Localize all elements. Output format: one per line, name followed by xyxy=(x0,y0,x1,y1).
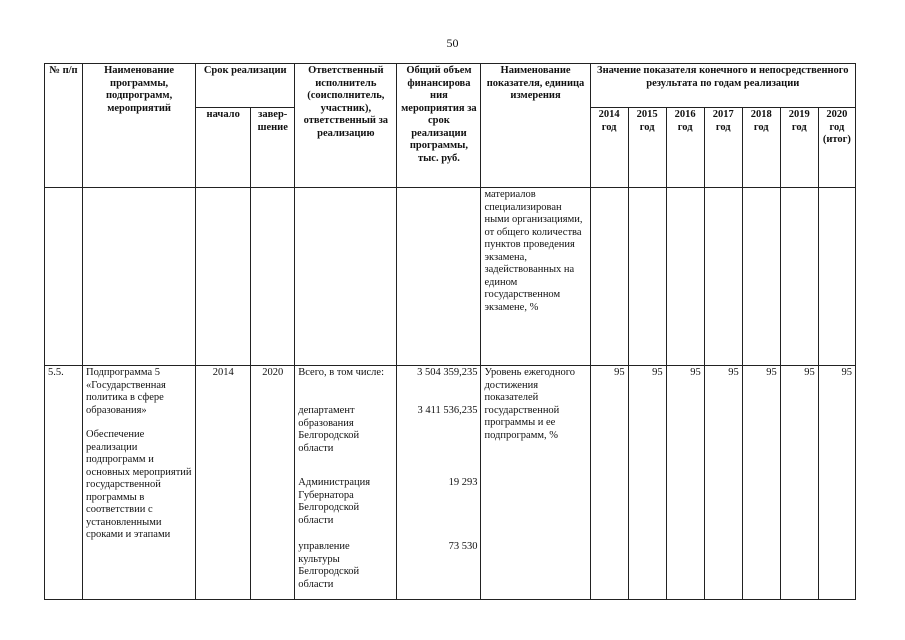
header-values: Значение показателя конечного и непосредственного результата по годам реализации xyxy=(590,64,855,108)
header-num: № п/п xyxy=(45,64,83,188)
row-indicator: Уровень ежегодного достижения показателей государственной программы и ее подпрограмм, % xyxy=(481,366,590,600)
header-row-1 xyxy=(45,64,856,108)
page-number: 50 xyxy=(446,36,459,50)
value-2014: 95 xyxy=(590,366,628,600)
header-year-2016: 2016 год xyxy=(666,108,704,188)
header-start: начало xyxy=(196,108,251,188)
funding-education-dept: 3 411 536,235 xyxy=(417,405,478,416)
responsible-education-dept: департамент образования Белгородской области xyxy=(298,405,360,454)
header-indicator: Наименование показателя, единица измерения xyxy=(481,64,590,188)
responsible-culture-dept: управление культуры Белгородской области xyxy=(298,541,360,590)
row-responsible xyxy=(295,366,397,600)
header-year-2014: 2014 год xyxy=(590,108,628,188)
funding-total: 3 504 359,235 xyxy=(417,367,478,378)
value-2015: 95 xyxy=(628,366,666,600)
value-2020: 95 xyxy=(818,366,855,600)
header-year-2018: 2018 год xyxy=(742,108,780,188)
header-term: Срок реализации xyxy=(196,64,295,108)
responsible-governor-admin: Администрация Губернатора Белгородской области xyxy=(298,477,371,526)
program-table xyxy=(44,63,856,600)
value-2018: 95 xyxy=(742,366,780,600)
header-year-2017: 2017 год xyxy=(704,108,742,188)
value-2017: 95 xyxy=(704,366,742,600)
funding-governor-admin: 19 293 xyxy=(448,477,478,488)
row-num: 5.5. xyxy=(45,366,83,600)
responsible-total: Всего, в том числе: xyxy=(298,367,384,378)
row-name xyxy=(83,366,196,600)
subprogram-title: Подпрограмма 5 «Государственная политика в сфере образования» xyxy=(86,367,166,416)
row-funding xyxy=(397,366,481,600)
funding-culture-dept: 73 530 xyxy=(448,541,478,552)
value-2019: 95 xyxy=(780,366,818,600)
header-responsible: Ответственный исполнитель (соисполнитель, участник), ответственный за реализацию xyxy=(295,64,397,188)
header-year-2019: 2019 год xyxy=(780,108,818,188)
continued-indicator: материалов специализирован ными организациями, от общего количества пунктов проведения экзамена, задействованных на едином государственном экзамене, % xyxy=(481,188,590,366)
table-row-continued xyxy=(45,188,856,366)
row-end: 2020 xyxy=(251,366,295,600)
row-start: 2014 xyxy=(196,366,251,600)
header-name: Наименование программы, подпрограмм, мероприятий xyxy=(83,64,196,188)
value-2016: 95 xyxy=(666,366,704,600)
header-year-2020: 2020 год (итог) xyxy=(818,108,855,188)
header-funding: Общий объем финансирова ния мероприятия за срок реализации программы, тыс. руб. xyxy=(397,64,481,188)
subprogram-description: Обеспечение реализации подпрограмм и основных мероприятий государственной программы в соответствии с установленными сроками и этапами xyxy=(86,429,192,540)
table-row-5-5 xyxy=(45,366,856,600)
header-end: завер- шение xyxy=(251,108,295,188)
header-year-2015: 2015 год xyxy=(628,108,666,188)
